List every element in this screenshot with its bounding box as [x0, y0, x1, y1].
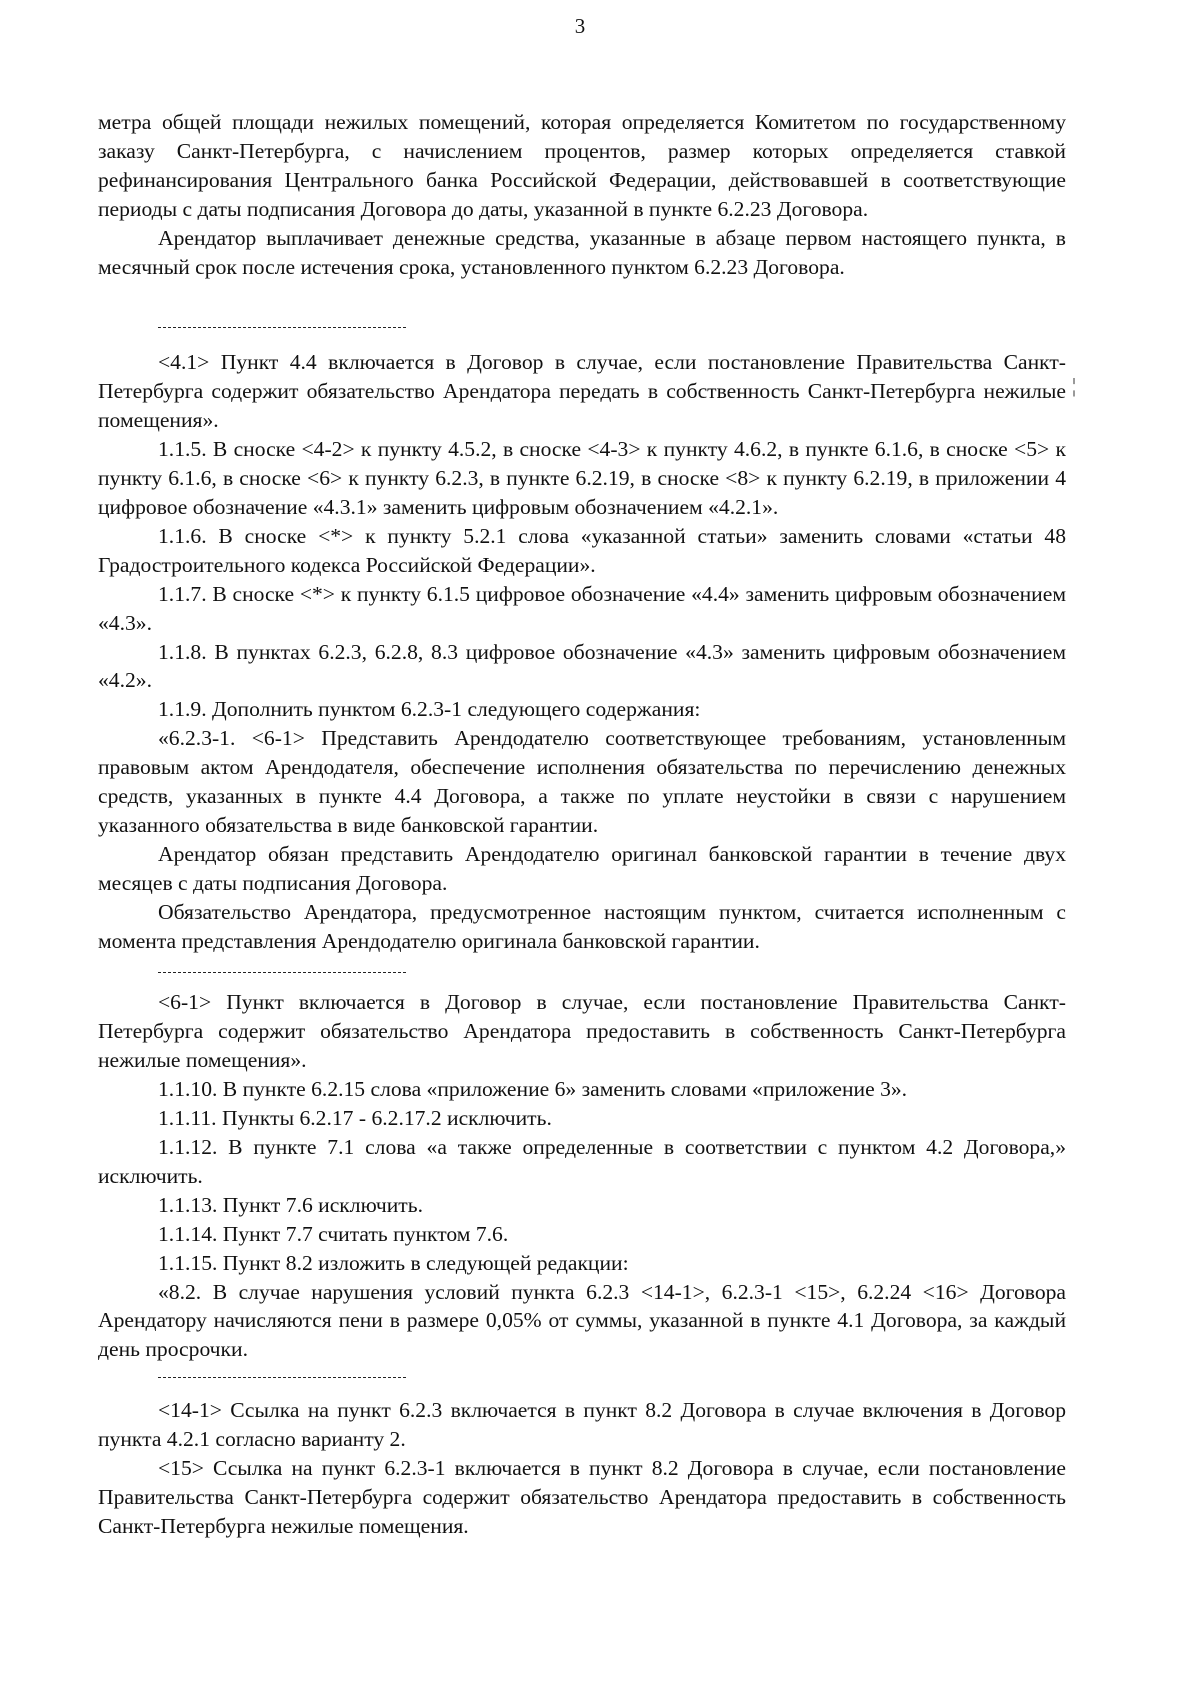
margin-mark: ¦: [1072, 375, 1077, 397]
paragraph: 1.1.15. Пункт 8.2 изложить в следующей редакции:: [158, 1250, 629, 1275]
paragraph: «8.2. В случае нарушения условий пункта 6.2.3 <14-1>, 6.2.3-1 <15>, 6.2.24 <16> Договора Арендатору начисляются пени в размере 0,05% от суммы, указанной в пункте 4.1 Договора, за каждый день просрочки.: [98, 1279, 1066, 1362]
footnote-separator: [158, 327, 406, 328]
footnote-separator: [158, 972, 406, 973]
paragraph: Арендатор выплачивает денежные средства, указанные в абзаце первом настоящего пункта, в месячный срок после истечения срока, установленного пунктом 6.2.23 Договора.: [98, 225, 1066, 279]
footnote: <4.1> Пункт 4.4 включается в Договор в случае, если постановление Правительства Санкт-Петербурга содержит обязательство Арендатора передать в собственность Санкт-Петербурга нежилые помещения».: [98, 350, 1066, 433]
paragraph: 1.1.9. Дополнить пунктом 6.2.3-1 следующего содержания:: [158, 697, 701, 722]
paragraph: 1.1.11. Пункты 6.2.17 - 6.2.17.2 исключить.: [158, 1106, 552, 1131]
footnote: <15> Ссылка на пункт 6.2.3-1 включается в пункт 8.2 Договора в случае, если постановление Правительства Санкт-Петербурга содержит обязательство Арендатора предоставить в собственность Санкт-Петербурга нежилые помещения.: [98, 1456, 1066, 1538]
paragraph: метра общей площади нежилых помещений, которая определяется Комитетом по государственному заказу Санкт-Петербурга, с начислением процентов, размер которых определяется ставкой рефинансирования Центрального банка Российской Федерации, действовавшей в соответствующие периоды с даты подписания Договора до даты, указанной в пункте 6.2.23 Договора.: [98, 110, 1066, 221]
paragraph: Обязательство Арендатора, предусмотренное настоящим пунктом, считается исполненным с момента представления Арендодателю оригинала банковской гарантии.: [98, 899, 1066, 953]
paragraph: 1.1.5. В сноске <4-2> к пункту 4.5.2, в сноске <4-3> к пункту 4.6.2, в пункте 6.1.6, в сноске <5> к пункту 6.1.6, в сноске <6> к пункту 6.2.3, в пункте 6.2.19, в сноске <8> к пункту 6.2.19, в приложении 4 цифровое обозначение «4.3.1» заменить цифровым обозначением «4.2.1».: [98, 437, 1066, 519]
paragraph: 1.1.14. Пункт 7.7 считать пунктом 7.6.: [158, 1221, 509, 1246]
footnote-separator: [158, 1377, 406, 1378]
document-body: [98, 108, 1066, 1541]
page-number: 3: [574, 14, 586, 38]
paragraph: 1.1.12. В пункте 7.1 слова «а также определенные в соответствии с пунктом 4.2 Договора,» исключить.: [98, 1135, 1066, 1188]
paragraph: «6.2.3-1. <6-1> Представить Арендодателю соответствующее требованиям, установленным правовым актом Арендодателя, обеспечение исполнения обязательства по перечислению денежных средств, указанных в пункте 4.4 Договора, а также по уплате неустойки в связи с нарушением указанного обязательства в виде банковской гарантии.: [98, 726, 1066, 837]
paragraph: 1.1.13. Пункт 7.6 исключить.: [158, 1192, 423, 1217]
paragraph: Арендатор обязан представить Арендодателю оригинал банковской гарантии в течение двух месяцев с даты подписания Договора.: [98, 841, 1066, 895]
paragraph: 1.1.6. В сноске <*> к пункту 5.2.1 слова «указанной статьи» заменить словами «статьи 48 Градостроительного кодекса Российской Федерации».: [98, 523, 1066, 577]
paragraph: 1.1.7. В сноске <*> к пункту 6.1.5 цифровое обозначение «4.4» заменить цифровым обозначением «4.3».: [98, 581, 1066, 635]
footnote: <14-1> Ссылка на пункт 6.2.3 включается в пункт 8.2 Договора в случае включения в Договор пункта 4.2.1 согласно варианту 2.: [98, 1398, 1066, 1452]
paragraph: 1.1.10. В пункте 6.2.15 слова «приложение 6» заменить словами «приложение 3».: [158, 1077, 908, 1102]
paragraph: 1.1.8. В пунктах 6.2.3, 6.2.8, 8.3 цифровое обозначение «4.3» заменить цифровым обозначением «4.2».: [98, 639, 1066, 693]
footnote: <6-1> Пункт включается в Договор в случае, если постановление Правительства Санкт-Петербурга содержит обязательство Арендатора предоставить в собственность Санкт-Петербурга нежилые помещения».: [98, 990, 1066, 1073]
